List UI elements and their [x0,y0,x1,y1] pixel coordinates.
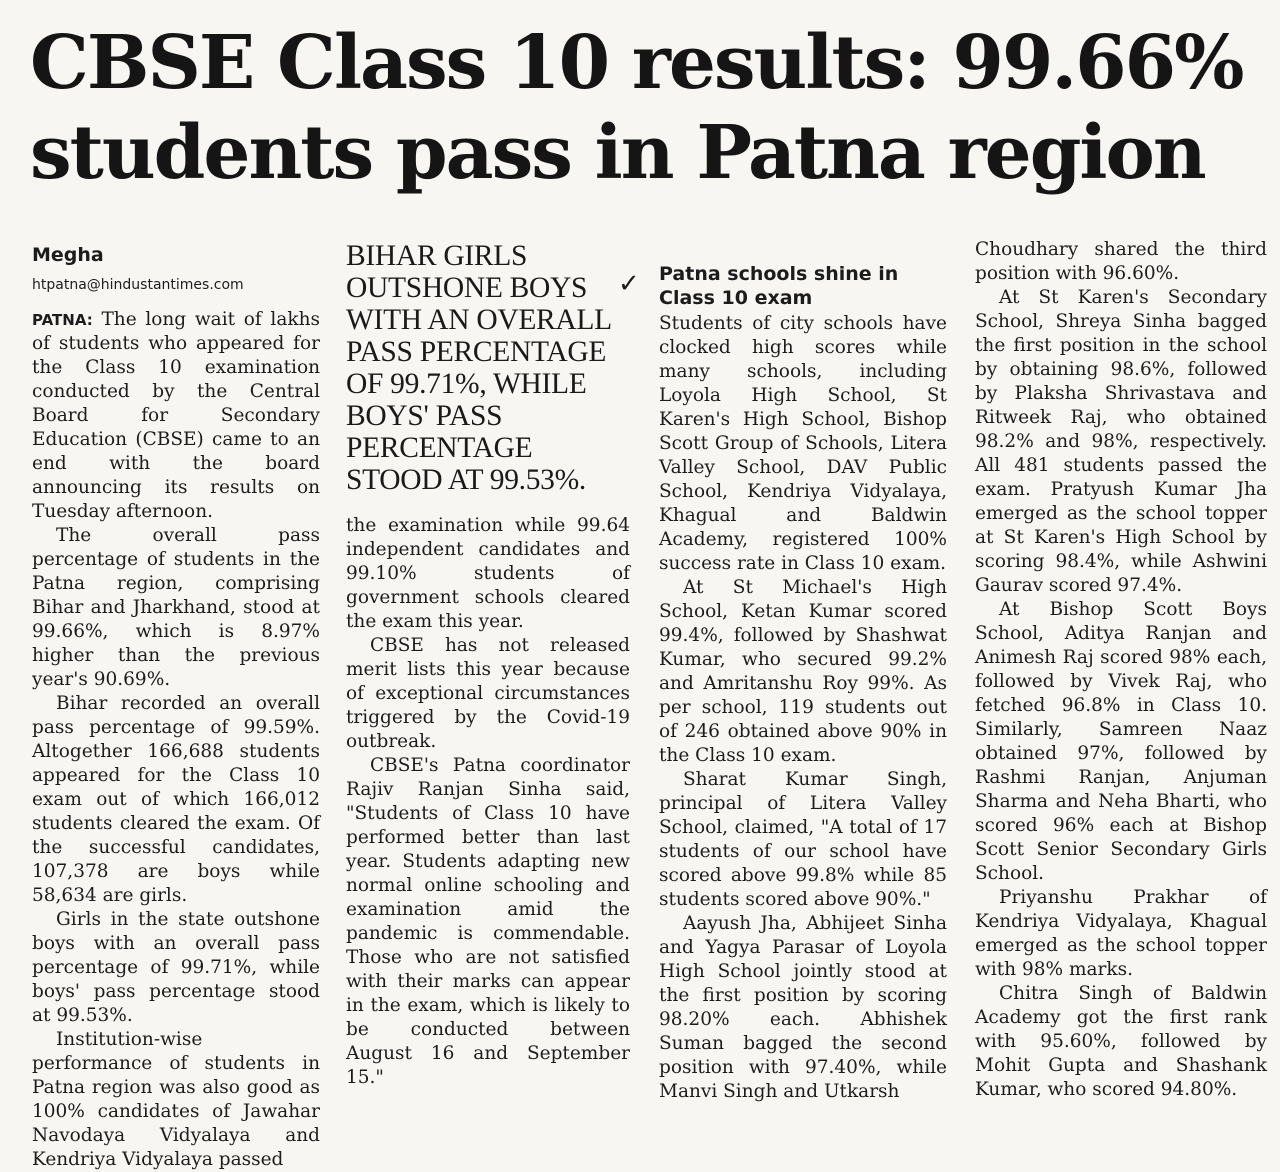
article-paragraph: Priyanshu Prakhar of Kendriya Vidyalaya, Khagual emerged as the school topper with 98% marks. [975,887,1267,980]
pull-quote: BIHAR GIRLS OUTSHONE BOYS WITH AN OVERALL PASS PERCENTAGE OF 99.71%, WHILE BOYS' PASS PERCENTAGE STOOD AT 99.53%. [346,240,611,496]
author-email: htpatna@hindustantimes.com [32,277,244,293]
checkmark-icon: ✓ [618,269,640,299]
article-paragraph: Aayush Jha, Abhijeet Sinha and Yagya Parasar of Loyola High School jointly stood at the first position by scoring 98.20% each. Abhishek Suman bagged the second position with 97.40%, while Manvi Singh and Utkarsh [659,913,947,1102]
article-paragraph: At St Michael's High School, Ketan Kumar scored 99.4%, followed by Shashwat Kumar, who secured 99.2% and Amritanshu Roy 99%. As per school, 119 students out of 246 obtained above 90% in the Class 10 exam. [659,577,947,766]
article-paragraph: Bihar recorded an overall pass percentage of 99.59%. Altogether 166,688 students appeared for the Class 10 exam out of which 166,012 students cleared the exam. Of the successful candidates, 107,378 are boys while 58,634 are girls. [32,693,320,906]
article-paragraph: Students of city schools have clocked high scores while many schools, including Loyola High School, St Karen's High School, Bishop Scott Group of Schools, Litera Valley School, DAV Public School, Kendriya Vidyalaya, Khagual and Baldwin Academy, registered 100% success rate in Class 10 exam. [659,313,947,574]
column-4 [975,238,1267,1102]
article-paragraph: Girls in the state outshone boys with an overall pass percentage of 99.71%, while boys' pass percentage stood at 99.53%. [32,909,320,1026]
article-paragraph: Chitra Singh of Baldwin Academy got the first rank with 95.60%, followed by Mohit Gupta and Shashank Kumar, who scored 94.80%. [975,983,1267,1100]
headline: CBSE Class 10 results: 99.66% students pass in Patna region [30,20,1243,196]
article-paragraph: The overall pass percentage of students in the Patna region, comprising Bihar and Jharkhand, stood at 99.66%, which is 8.97% higher than the previous year's 90.69%. [32,525,320,690]
article-paragraph: CBSE's Patna coordinator Rajiv Ranjan Sinha said, "Students of Class 10 have performed better than last year. Students adapting new normal online schooling and examination amid the pandemic is commendable. Those who are not satisfied with their marks can appear in the exam, which is likely to be conducted between August 16 and September 15." [346,755,630,1088]
article-paragraph: CBSE has not released merit lists this year because of exceptional circumstances triggered by the Covid-19 outbreak. [346,635,630,752]
article-paragraph: Sharat Kumar Singh, principal of Litera Valley School, claimed, "A total of 17 students of our school have scored above 99.8% while 85 students scored above 90%." [659,769,947,910]
article-paragraph: Choudhary shared the third position with 96.60%. [975,239,1267,284]
lead-text: The long wait of lakhs of students who appeared for the Class 10 examination conducted by the Central Board for Secondary Education (CBSE) came to an end with the board announcing its results on Tuesday afternoon. [32,309,320,522]
dateline: PATNA: [32,311,93,329]
article-paragraph: At Bishop Scott Boys School, Aditya Ranjan and Animesh Raj scored 98% each, followed by Vivek Raj, who fetched 96.8% in Class 10. Similarly, Samreen Naaz obtained 97%, followed by Rashmi Ranjan, Anjuman Sharma and Neha Bharti, who scored 96% each at Bishop Scott Senior Secondary Girls School. [975,599,1267,884]
article-paragraph: the examination while 99.64 independent candidates and 99.10% students of government schools cleared the exam this year. [346,515,630,632]
column-3 [659,240,947,1104]
column-2 [346,240,630,1090]
article-paragraph [32,308,320,524]
byline: Megha [32,244,104,266]
article-paragraph: At St Karen's Secondary School, Shreya Sinha bagged the first position in the school by obtaining 98.6%, followed by Plaksha Shrivastava and Ritweek Raj, who obtained 98.2% and 98%, respectively. All 481 students passed the exam. Pratyush Kumar Jha emerged as the school topper at St Karen's High School by scoring 98.4%, while Ashwini Gaurav scored 97.4%. [975,287,1267,596]
column-1 [32,240,320,1172]
subheading: Patna schools shine in Class 10 exam [659,263,899,309]
article-paragraph: Institution-wise performance of students in Patna region was also good as 100% candidates of Jawahar Navodaya Vidyalaya and Kendriya Vidyalaya passed [32,1029,320,1170]
